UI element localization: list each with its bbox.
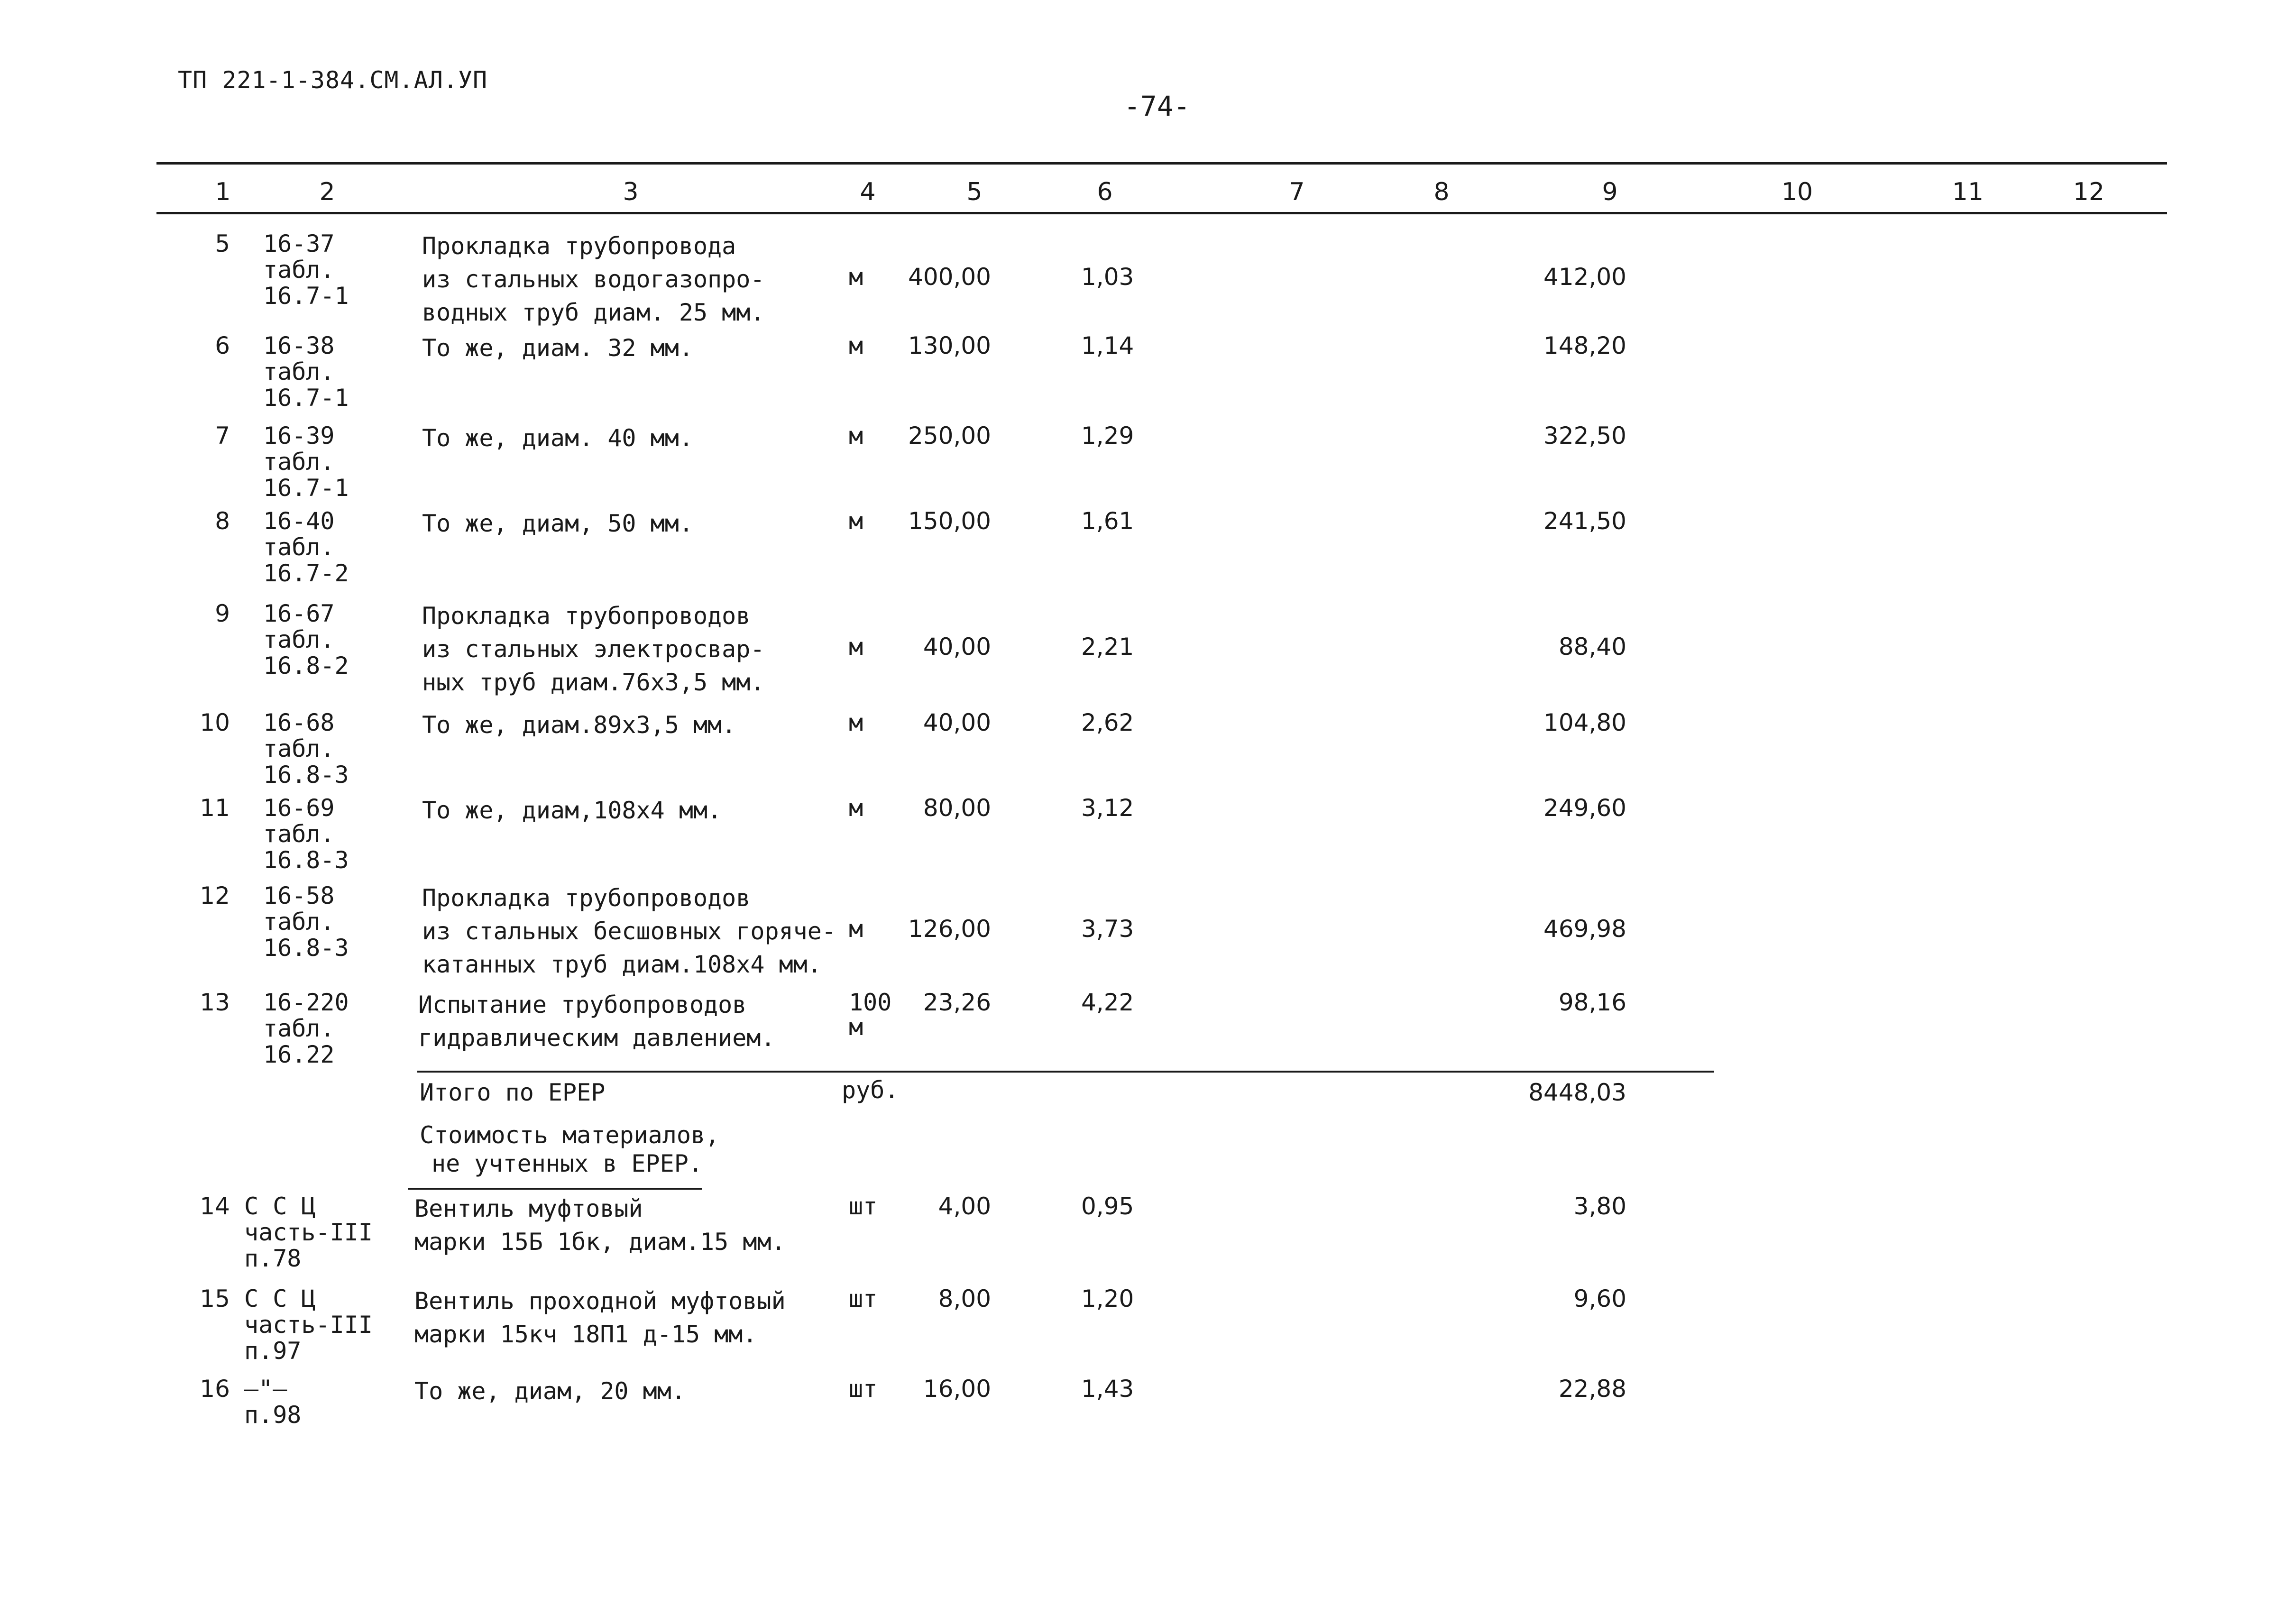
norm-reference: 16-69: [263, 794, 335, 822]
total-cost: 322,50: [1543, 422, 1626, 450]
unit: шт: [849, 1193, 878, 1220]
materials-heading: не учтенных в ЕРЕР.: [432, 1150, 703, 1177]
subtotal-rule: [417, 1071, 1714, 1073]
materials-heading: Стоимость материалов,: [420, 1121, 720, 1149]
unit-price: 1,20: [1081, 1285, 1134, 1312]
unit-price: 3,73: [1081, 915, 1134, 943]
norm-reference: часть-III: [244, 1311, 373, 1339]
row-number: 16: [200, 1375, 230, 1403]
work-description: из стальных электросвар-: [422, 635, 765, 663]
norm-reference: 16.7-1: [263, 282, 349, 310]
row-number: 11: [200, 794, 230, 822]
norm-reference: п.97: [244, 1337, 302, 1365]
quantity: 40,00: [923, 709, 991, 736]
work-description: То же, диам, 20 мм.: [414, 1377, 686, 1405]
total-cost: 412,00: [1543, 263, 1626, 291]
unit-price: 0,95: [1081, 1193, 1134, 1220]
column-header-7: 7: [1289, 178, 1305, 206]
unit-price: 3,12: [1081, 794, 1134, 822]
column-header-8: 8: [1433, 178, 1450, 206]
total-cost: 249,60: [1543, 794, 1626, 822]
row-number: 10: [200, 709, 230, 736]
work-description: из стальных водогазопро-: [422, 266, 765, 293]
work-description: Прокладка трубопроводов: [422, 884, 751, 912]
column-header-2: 2: [319, 178, 335, 206]
quantity: 23,26: [923, 989, 991, 1016]
norm-reference: 16-220: [263, 989, 349, 1016]
norm-reference: табл.: [263, 1015, 335, 1042]
total-cost: 88,40: [1558, 633, 1626, 661]
quantity: 16,00: [923, 1375, 991, 1403]
column-header-6: 6: [1097, 178, 1113, 206]
norm-reference: табл.: [263, 448, 335, 476]
unit-price: 2,21: [1081, 633, 1134, 661]
unit: м: [849, 709, 863, 736]
unit: м: [849, 263, 863, 291]
work-description: То же, диам.89х3,5 мм.: [422, 711, 736, 739]
norm-reference: 16.7-1: [263, 384, 349, 412]
unit: шт: [849, 1375, 878, 1403]
total-cost: 469,98: [1543, 915, 1626, 943]
quantity: 126,00: [908, 915, 991, 943]
work-description: Прокладка трубопроводов: [422, 602, 751, 630]
norm-reference: 16-58: [263, 882, 335, 909]
norm-reference: 16.22: [263, 1041, 335, 1068]
norm-reference: 16-39: [263, 422, 335, 450]
total-cost: 148,20: [1543, 332, 1626, 359]
norm-reference: 16-67: [263, 600, 335, 627]
unit-price: 4,22: [1081, 989, 1134, 1016]
quantity: 250,00: [908, 422, 991, 450]
header-bottom-rule: [156, 212, 2167, 214]
unit: м: [849, 332, 863, 359]
work-description: То же, диам,108х4 мм.: [422, 797, 722, 824]
norm-reference: табл.: [263, 533, 335, 561]
row-number: 14: [200, 1193, 230, 1220]
unit-price: 1,61: [1081, 507, 1134, 535]
norm-reference: 16-68: [263, 709, 335, 736]
quantity: 4,00: [938, 1193, 991, 1220]
work-description: То же, диам. 32 мм.: [422, 334, 693, 362]
norm-reference: 16.8-3: [263, 934, 349, 962]
column-header-10: 10: [1781, 178, 1813, 206]
work-description: марки 15Б 1бк, диам.15 мм.: [414, 1228, 786, 1256]
unit: м: [849, 794, 863, 822]
work-description: Прокладка трубопровода: [422, 232, 736, 260]
subtotal-label: Итого по ЕРЕР: [420, 1079, 606, 1106]
norm-reference: 16.8-3: [263, 761, 349, 789]
subtotal-unit: руб.: [842, 1076, 899, 1104]
norm-reference: 16-37: [263, 230, 335, 257]
column-header-1: 1: [215, 178, 231, 206]
unit: м: [849, 507, 863, 535]
unit: м: [849, 915, 863, 943]
norm-reference: 16.8-2: [263, 652, 349, 679]
work-description: гидравлическим давлением.: [418, 1024, 775, 1052]
work-description: из стальных бесшовных горяче-: [422, 918, 836, 945]
norm-reference: часть-III: [244, 1219, 373, 1246]
quantity: 80,00: [923, 794, 991, 822]
unit-price: 1,43: [1081, 1375, 1134, 1403]
unit: м: [849, 422, 863, 450]
total-cost: 241,50: [1543, 507, 1626, 535]
unit: шт: [849, 1285, 878, 1312]
row-number: 15: [200, 1285, 230, 1312]
work-description: водных труб диам. 25 мм.: [422, 299, 765, 326]
work-description: То же, диам, 50 мм.: [422, 510, 693, 537]
document-code: ТП 221-1-384.СМ.АЛ.УП: [178, 66, 488, 94]
column-header-5: 5: [966, 178, 983, 206]
norm-reference: 16-40: [263, 507, 335, 535]
norm-reference: С С Ц: [244, 1285, 316, 1312]
norm-reference: табл.: [263, 735, 335, 762]
unit-price: 1,14: [1081, 332, 1134, 359]
unit: 100: [849, 989, 892, 1016]
work-description: Вентиль проходной муфтовый: [414, 1287, 786, 1315]
page-number: -74-: [1124, 90, 1190, 122]
total-cost: 22,88: [1558, 1375, 1626, 1403]
norm-reference: табл.: [263, 256, 335, 284]
norm-reference: 16.7-2: [263, 560, 349, 587]
unit: м: [849, 1013, 863, 1041]
norm-reference: табл.: [263, 908, 335, 936]
row-number: 5: [215, 230, 230, 257]
total-cost: 9,60: [1573, 1285, 1626, 1312]
subtotal-total: 8448,03: [1528, 1079, 1626, 1106]
work-description: марки 15кч 18П1 д-15 мм.: [414, 1321, 757, 1348]
quantity: 400,00: [908, 263, 991, 291]
row-number: 13: [200, 989, 230, 1016]
norm-reference: п.98: [244, 1401, 302, 1429]
quantity: 150,00: [908, 507, 991, 535]
work-description: То же, диам. 40 мм.: [422, 424, 693, 452]
unit-price: 2,62: [1081, 709, 1134, 736]
column-header-12: 12: [2073, 178, 2105, 206]
norm-reference: табл.: [263, 626, 335, 653]
norm-reference: п.78: [244, 1245, 302, 1272]
row-number: 7: [215, 422, 230, 450]
work-description: ных труб диам.76х3,5 мм.: [422, 669, 765, 696]
quantity: 130,00: [908, 332, 991, 359]
unit-price: 1,03: [1081, 263, 1134, 291]
norm-reference: табл.: [263, 820, 335, 848]
norm-reference: табл.: [263, 358, 335, 385]
row-number: 12: [200, 882, 230, 909]
norm-reference: 16.8-3: [263, 846, 349, 874]
header-top-rule: [156, 162, 2167, 165]
total-cost: 104,80: [1543, 709, 1626, 736]
norm-reference: —"—: [244, 1375, 287, 1403]
column-header-11: 11: [1952, 178, 1984, 206]
quantity: 40,00: [923, 633, 991, 661]
column-header-4: 4: [860, 178, 876, 206]
row-number: 6: [215, 332, 230, 359]
column-header-9: 9: [1602, 178, 1618, 206]
row-number: 9: [215, 600, 230, 627]
norm-reference: 16-38: [263, 332, 335, 359]
column-header-3: 3: [623, 178, 639, 206]
work-description: Испытание трубопроводов: [418, 991, 747, 1018]
work-description: Вентиль муфтовый: [414, 1195, 643, 1222]
row-number: 8: [215, 507, 230, 535]
total-cost: 98,16: [1558, 989, 1626, 1016]
unit-price: 1,29: [1081, 422, 1134, 450]
work-description: катанных труб диам.108х4 мм.: [422, 951, 822, 978]
materials-heading-rule: [408, 1188, 702, 1190]
norm-reference: С С Ц: [244, 1193, 316, 1220]
norm-reference: 16.7-1: [263, 474, 349, 502]
quantity: 8,00: [938, 1285, 991, 1312]
total-cost: 3,80: [1573, 1193, 1626, 1220]
unit: м: [849, 633, 863, 661]
